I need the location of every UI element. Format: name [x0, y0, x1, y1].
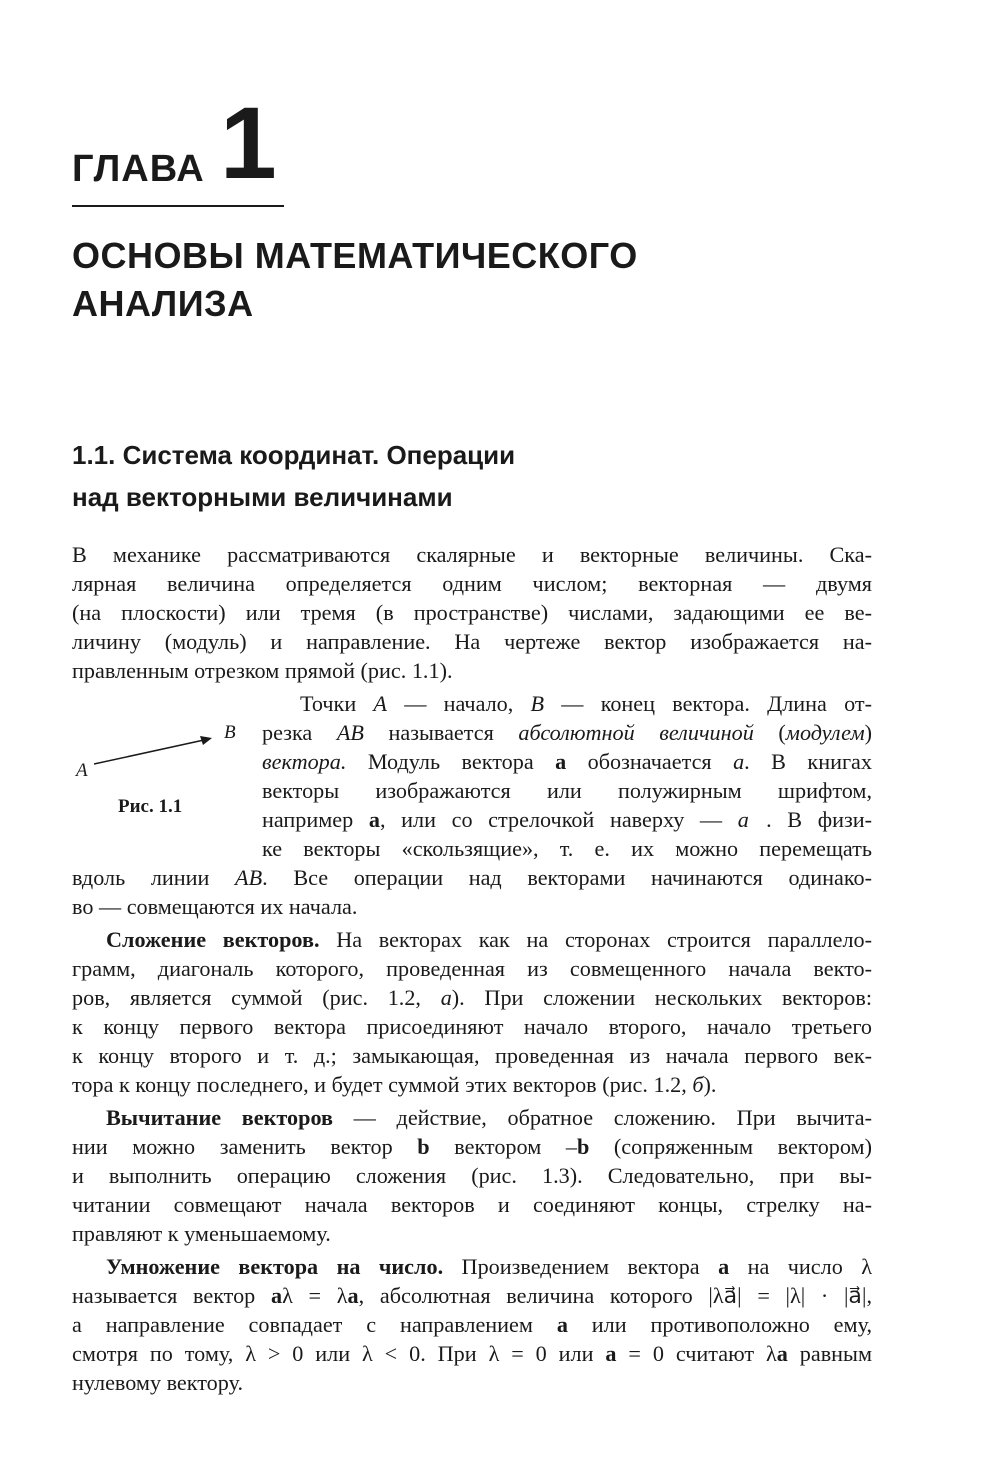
text-line: и выполнить операцию сложения (рис. 1.3). Следовательно, при вы-: [72, 1163, 872, 1188]
section-title-line: над векторными величинами: [72, 482, 453, 512]
text-line: ке векторы «скользящие», т. е. их можно перемещать: [262, 836, 872, 861]
vector-line: [94, 740, 204, 764]
arrowhead-icon: [200, 736, 212, 745]
text-line: векторы изображаются или полужирным шрифтом,: [262, 778, 872, 803]
chapter-title: [72, 232, 952, 328]
chapter-rule: [72, 205, 284, 207]
chapter-title-line: ОСНОВЫ МАТЕМАТИЧЕСКОГО: [72, 235, 638, 276]
text-line: Умножение вектора на число. Произведением вектора a на число λ: [106, 1254, 872, 1279]
text-line: к концу первого вектора присоединяют начало второго, начало третьего: [72, 1014, 872, 1039]
text-line: к концу второго и т. д.; замыкающая, проведенная из начала первого век-: [72, 1043, 872, 1068]
text-line: во — совмещаются их начала.: [72, 894, 358, 919]
text-line: смотря по тому, λ > 0 или λ < 0. При λ = 0 или a = 0 считают λa равным: [72, 1341, 872, 1366]
point-b-label: B: [224, 722, 236, 743]
section-title: [72, 434, 952, 518]
text-line: резка AB называется абсолютной величиной (модулем): [262, 720, 872, 745]
text-line: грамм, диагональ которого, проведенная из совмещенного начала векто-: [72, 956, 872, 981]
text-line: правленным отрезком прямой (рис. 1.1).: [72, 658, 453, 683]
text-line: ров, является суммой (рис. 1.2, а). При сложении нескольких векторов:: [72, 985, 872, 1010]
text-line: вектора. Модуль вектора a обозначается a. В книгах: [262, 749, 872, 774]
chapter-title-line: АНАЛИЗА: [72, 283, 254, 324]
text-line: нии можно заменить вектор b вектором –b (сопряженным вектором): [72, 1134, 872, 1159]
section-title-line: 1.1. Система координат. Операции: [72, 440, 516, 470]
text-line: лярная величина определяется одним числом; векторная — двумя: [72, 571, 872, 596]
chapter-heading: [72, 86, 287, 206]
text-line: вдоль линии AB. Все операции над векторами начинаются одинако-: [72, 865, 872, 890]
point-a-label: A: [76, 760, 88, 781]
text-line: Точки A — начало, B — конец вектора. Длина от-: [300, 691, 872, 716]
figure-caption: Рис. 1.1: [118, 796, 183, 817]
chapter-word: ГЛАВА: [72, 148, 205, 190]
text-line: например a, или со стрелочкой наверху — a⃗. В физи-: [262, 807, 872, 832]
text-line: тора к концу последнего, и будет суммой этих векторов (рис. 1.2, б).: [72, 1072, 717, 1097]
text-line: читании совмещают начала векторов и соединяют концы, стрелку на-: [72, 1192, 872, 1217]
text-line: правляют к уменьшаемому.: [72, 1221, 331, 1246]
text-line: Вычитание векторов — действие, обратное сложению. При вычита-: [106, 1105, 872, 1130]
text-line: личину (модуль) и направление. На чертеже вектор изображается на-: [72, 629, 872, 654]
text-line: В механике рассматриваются скалярные и векторные величины. Ска-: [72, 542, 872, 567]
text-line: называется вектор aλ = λa, абсолютная величина которого |λa⃗| = |λ| · |a⃗|,: [72, 1283, 872, 1308]
chapter-number: 1: [220, 86, 277, 200]
text-line: (на плоскости) или тремя (в пространстве) числами, задающими ее ве-: [72, 600, 872, 625]
text-line: а направление совпадает с направлением a или противоположно ему,: [72, 1312, 872, 1337]
figure-1-1: [72, 718, 252, 828]
text-line: Сложение векторов. На векторах как на сторонах строится параллело-: [106, 927, 873, 952]
text-line: нулевому вектору.: [72, 1370, 243, 1395]
